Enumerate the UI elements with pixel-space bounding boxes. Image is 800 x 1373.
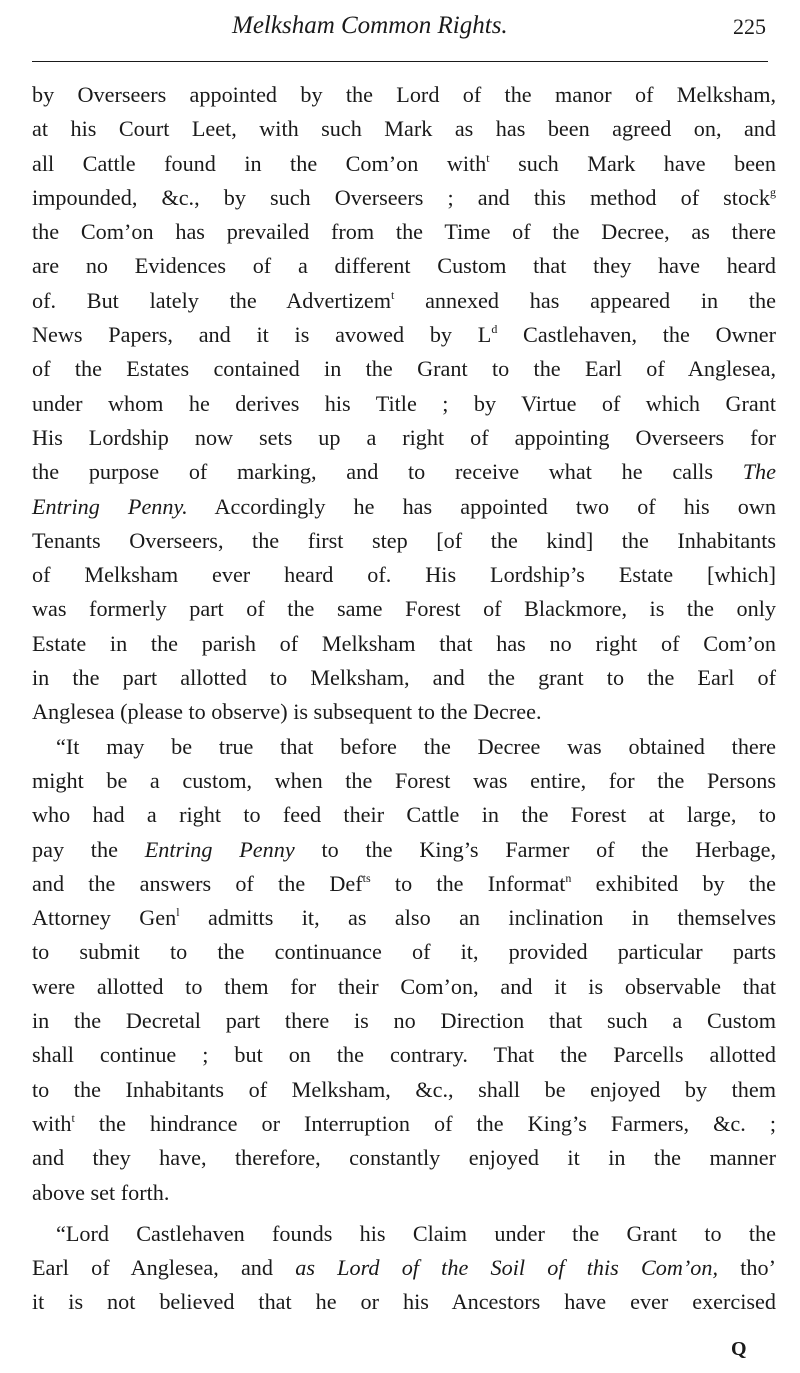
text-line: [32, 421, 776, 455]
text-line: [32, 387, 776, 421]
text-line: [32, 318, 776, 352]
running-head-title: Melksham Common Rights.: [232, 12, 508, 39]
text-line: [32, 1251, 776, 1285]
line-text: Earl of Anglesea, and: [32, 1255, 296, 1281]
line-text: Estate in the parish of Melksham that has no right of Com’on: [32, 630, 776, 656]
line-text: shall continue ; but on the contrary. That the Parcells allotted: [32, 1042, 776, 1068]
text-line: [32, 249, 776, 283]
line-text: above set forth.: [32, 1179, 170, 1205]
line-text: pay the: [32, 836, 145, 862]
text-line: [32, 147, 776, 181]
text-line: [32, 661, 776, 695]
text-line: [32, 558, 776, 592]
text-line: [32, 867, 776, 901]
text-line: [32, 592, 776, 626]
line-text: and the answers of the Def: [32, 870, 363, 896]
text-line: [32, 181, 776, 215]
line-text: in the part allotted to Melksham, and the grant to the Earl of: [32, 665, 776, 691]
line-text: the hindrance or Interruption of the King’s Farmers, &c. ;: [74, 1110, 776, 1136]
italic-text: Entring Penny: [144, 836, 295, 862]
italic-text: as Lord of the Soil of this Com’on,: [295, 1255, 719, 1281]
line-text: are no Evidences of a different Custom that they have heard: [32, 253, 776, 279]
text-line: [32, 490, 776, 524]
line-text: Anglesea (please to observe) is subsequent to the Decree.: [32, 699, 542, 725]
line-text: of. But lately the Advertizem: [32, 287, 391, 313]
line-text: by Overseers appointed by the Lord of the manor of Melksham,: [32, 82, 776, 107]
text-line: [32, 284, 776, 318]
text-line: [32, 1176, 776, 1210]
text-line: [32, 1141, 776, 1175]
superscript: n: [565, 870, 572, 885]
line-text: tho’: [718, 1255, 776, 1281]
line-text: exhibited by the: [571, 870, 776, 896]
text-line: [32, 455, 776, 489]
superscript: t: [486, 150, 490, 165]
line-text: Tenants Overseers, the first step [of the kind] the Inhabitants: [32, 527, 776, 553]
line-text: who had a right to feed their Cattle in the Forest at large, to: [32, 802, 776, 828]
text-line: [32, 112, 776, 146]
line-text: at his Court Leet, with such Mark as has been agreed on, and: [32, 116, 776, 142]
line-text: Accordingly he has appointed two of his own: [187, 493, 776, 519]
superscript: t: [390, 287, 395, 302]
line-text: the Com’on has prevailed from the Time of the Decree, as there: [32, 219, 776, 245]
line-text: Attorney Gen: [32, 905, 177, 931]
line-text: impounded, &c., by such Overseers ; and this method of stock: [32, 184, 770, 210]
line-text: News Papers, and it is avowed by L: [32, 322, 492, 348]
text-line: [32, 78, 776, 112]
line-text: in the Decretal part there is no Direction that such a Custom: [32, 1008, 776, 1034]
line-text: His Lordship now sets up a right of appointing Overseers for: [32, 424, 776, 450]
line-text: to submit to the continuance of it, provided particular parts: [32, 939, 776, 965]
text-line: [32, 215, 776, 249]
text-line: [32, 352, 776, 386]
line-text: of Melksham ever heard of. His Lordship’s Estate [which]: [32, 562, 776, 588]
text-line: [32, 1073, 776, 1107]
line-text: such Mark have been: [489, 150, 776, 176]
text-line: [32, 901, 776, 935]
italic-text: Entring Penny.: [32, 493, 188, 519]
text-line: [32, 730, 776, 764]
text-line: [32, 833, 776, 867]
text-line: [32, 935, 776, 969]
line-text: all Cattle found in the Com’on with: [32, 150, 487, 176]
text-line: [32, 798, 776, 832]
line-text: was formerly part of the same Forest of Blackmore, is the only: [32, 596, 776, 622]
text-line: [32, 524, 776, 558]
superscript: g: [770, 184, 776, 199]
line-text: “It may be true that before the Decree was obtained there: [56, 733, 776, 759]
page-number: 225: [733, 14, 766, 39]
body-text: [32, 78, 776, 1320]
line-text: with: [32, 1110, 72, 1136]
text-line: [32, 1038, 776, 1072]
line-text: Castlehaven, the Owner: [497, 322, 776, 348]
superscript: t: [71, 1110, 75, 1125]
line-text: it is not believed that he or his Ancestors have ever exercised: [32, 1289, 776, 1315]
text-line: [32, 1004, 776, 1038]
signature-mark: Q: [731, 1338, 747, 1360]
text-line: [32, 627, 776, 661]
line-text: admitts it, as also an inclination in themselves: [179, 905, 776, 931]
line-text: of the Estates contained in the Grant to the Earl of Anglesea,: [32, 356, 776, 382]
line-text: the purpose of marking, and to receive what he calls: [32, 459, 743, 485]
line-text: annexed has appeared in the: [394, 287, 776, 313]
text-line: [32, 970, 776, 1004]
text-line: [32, 1285, 776, 1319]
text-line: [32, 695, 776, 729]
header-rule: [32, 61, 768, 62]
line-text: and they have, therefore, constantly enjoyed it in the manner: [32, 1145, 776, 1171]
line-text: were allotted to them for their Com’on, and it is observable that: [32, 973, 776, 999]
line-text: to the Inhabitants of Melksham, &c., shall be enjoyed by them: [32, 1076, 776, 1102]
superscript: d: [491, 322, 498, 337]
superscript: l: [176, 905, 180, 920]
line-text: might be a custom, when the Forest was entire, for the Persons: [32, 767, 776, 793]
line-text: “Lord Castlehaven founds his Claim under the Grant to the: [56, 1220, 776, 1246]
line-text: to the King’s Farmer of the Herbage,: [294, 836, 776, 862]
line-text: under whom he derives his Title ; by Virtue of which Grant: [32, 390, 776, 416]
text-line: [32, 1217, 776, 1251]
text-line: [32, 764, 776, 798]
italic-text: The: [742, 459, 776, 485]
line-text: to the Informat: [370, 870, 566, 896]
superscript: ts: [362, 870, 371, 885]
text-line: [32, 1107, 776, 1141]
